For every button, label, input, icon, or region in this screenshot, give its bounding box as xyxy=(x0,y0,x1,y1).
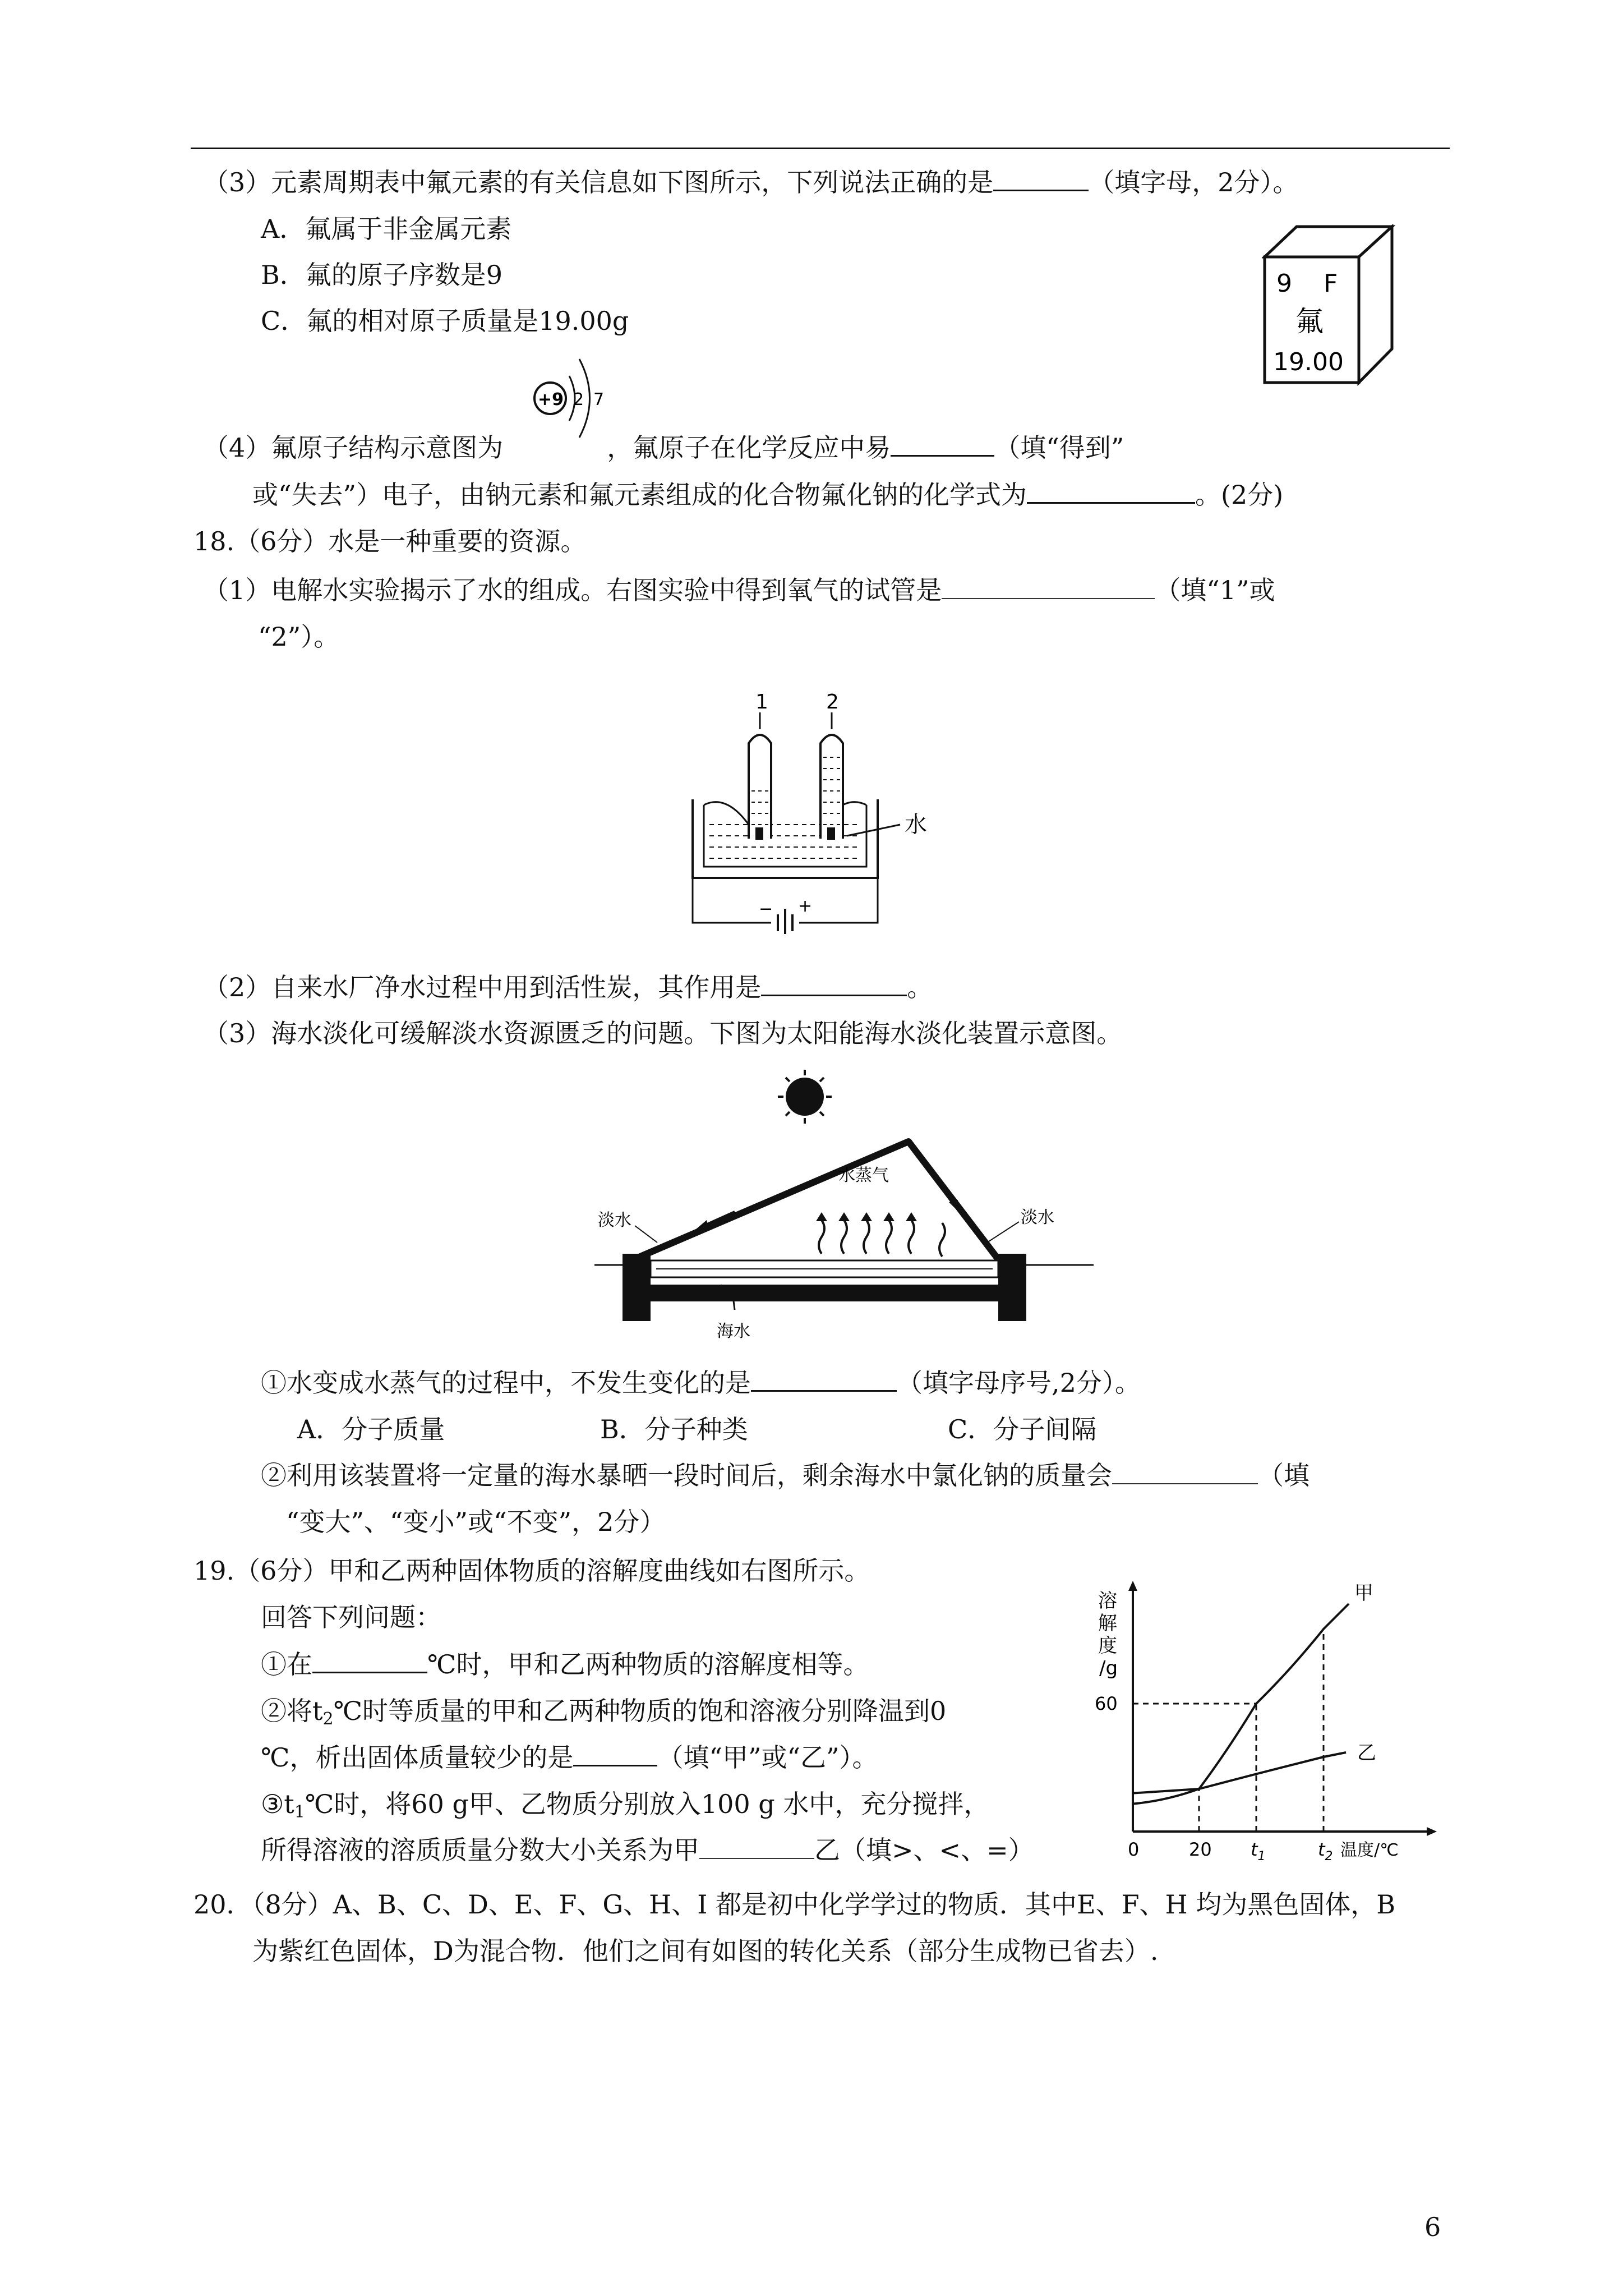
q17-option-c: C．氟的相对原子质量是19.00g xyxy=(261,306,629,336)
q19-sub2-b: ℃时等质量的甲和乙两种物质的饱和溶液分别降温到0 xyxy=(333,1696,947,1726)
q18-sub1-option-b: B．分子种类 xyxy=(600,1414,748,1444)
q18-part2-text: （2）自来水厂净水过程中用到活性炭，其作用是 xyxy=(203,972,762,1002)
q17-part4-gain-lose-blank[interactable] xyxy=(891,432,994,457)
q18-sub1-option-c: C．分子间隔 xyxy=(948,1414,1097,1444)
q17-part4-hint: （填“得到” xyxy=(994,432,1124,463)
q19-sub2 xyxy=(261,1694,946,1736)
fluorine-element-card xyxy=(1262,224,1453,393)
solubility-curve-chart xyxy=(1094,1576,1441,1868)
q19-sub2-subscript: 2 xyxy=(322,1709,334,1729)
q18-sub2-line2: “变大”、“变小”或“不变”，2分） xyxy=(286,1507,666,1537)
q18-part1 xyxy=(203,573,1275,607)
q18-part1-blank[interactable] xyxy=(942,576,1155,599)
q18-sub2-blank[interactable] xyxy=(1112,1461,1258,1484)
q18-sub1-option-a: A．分子质量 xyxy=(297,1414,445,1444)
q17-part4-line1 xyxy=(203,431,1124,464)
seawater-label: 海水 xyxy=(717,1322,750,1341)
q19-title: 19.（6分）甲和乙两种固体物质的溶解度曲线如右图所示。 xyxy=(193,1556,870,1586)
q19-sub1-blank[interactable] xyxy=(312,1649,427,1673)
q18-sub1-text: ①水变成水蒸气的过程中，不发生变化的是 xyxy=(261,1368,751,1398)
q17-part4-mid: ，氟原子在化学反应中易 xyxy=(607,432,891,463)
q19-sub2-line2 xyxy=(261,1741,878,1774)
q17-part4-line2 xyxy=(252,478,1283,512)
header-rule xyxy=(191,148,1450,149)
q19-sub2-c: ℃，析出固体质量较少的是 xyxy=(261,1742,574,1773)
q19-sub3-a: ③t xyxy=(261,1789,294,1819)
q19-sub3-b: ℃时，将60 g甲、乙物质分别放入100 g 水中，充分搅拌， xyxy=(305,1789,990,1819)
q19-sub3 xyxy=(261,1787,989,1829)
q19-sub2-d: （填“甲”或“乙”）。 xyxy=(657,1742,878,1773)
battery-plus: + xyxy=(798,896,813,916)
q18-part1-hint: （填“1”或 xyxy=(1155,575,1275,605)
water-label: 水 xyxy=(905,812,927,838)
q18-part1-text: （1）电解水实验揭示了水的组成。右图实验中得到氧气的试管是 xyxy=(203,575,942,605)
chart-series-label-jia: 甲 xyxy=(1354,1582,1373,1604)
chart-ylabel-char1: 溶 xyxy=(1098,1590,1117,1612)
chart-ylabel-char3: 度 xyxy=(1098,1635,1117,1657)
q19-sub1-a: ①在 xyxy=(261,1649,312,1680)
chart-series-label-yi: 乙 xyxy=(1357,1742,1376,1764)
q18-title: 18.（6分）水是一种重要的资源。 xyxy=(193,526,587,556)
q17-part4-line2-text: 或“失去”）电子，由钠元素和氟元素组成的化合物氟化钠的化学式为 xyxy=(252,480,1027,510)
chart-x-tick-t1: $t_1$ xyxy=(1251,1839,1266,1864)
element-symbol: F xyxy=(1324,269,1338,298)
q18-part2-end: 。 xyxy=(907,972,933,1002)
q18-sub1 xyxy=(261,1366,1141,1400)
element-number: 9 xyxy=(1276,269,1292,298)
solar-desalination-diagram xyxy=(594,1063,1094,1343)
q19-intro: 回答下列问题： xyxy=(261,1602,441,1632)
water-electrolysis-apparatus xyxy=(687,687,951,934)
chart-series-yi-line xyxy=(1133,1752,1346,1793)
atom-shell2-electrons: 7 xyxy=(593,390,605,409)
q18-part1-line2: “2”）。 xyxy=(258,622,340,652)
q17-part4-line2-end: 。(2分) xyxy=(1195,480,1284,510)
q18-part2-blank[interactable] xyxy=(761,972,907,996)
q17-part3 xyxy=(203,165,1299,199)
chart-x-tick-0: 0 xyxy=(1128,1839,1140,1860)
fresh-water-right-label: 淡水 xyxy=(1021,1208,1054,1227)
tube2-label: 2 xyxy=(826,691,839,714)
q18-sub2-text: ②利用该装置将一定量的海水暴晒一段时间后，剩余海水中氯化钠的质量会 xyxy=(261,1460,1112,1490)
q18-sub2-hint: （填 xyxy=(1258,1460,1310,1490)
q19-sub1 xyxy=(261,1648,869,1681)
page-number: 6 xyxy=(1424,2212,1441,2242)
vapor-label: 水蒸气 xyxy=(838,1166,889,1185)
element-name: 氟 xyxy=(1295,305,1324,338)
chart-y-tick-60: 60 xyxy=(1095,1693,1118,1714)
q18-sub2 xyxy=(261,1458,1310,1492)
q17-part4-text: （4）氟原子结构示意图为 xyxy=(203,432,504,463)
q20-line2: 为紫红色固体，D为混合物．他们之间有如图的转化关系（部分生成物已省去）. xyxy=(252,1936,1159,1966)
element-mass: 19.00 xyxy=(1273,348,1344,376)
q19-sub2-a: ②将t xyxy=(261,1696,323,1726)
q17-option-a: A．氟属于非金属元素 xyxy=(261,214,512,244)
q17-option-b: B．氟的原子序数是9 xyxy=(261,260,503,290)
q18-sub1-hint: （填字母序号,2分）。 xyxy=(897,1368,1141,1398)
q18-sub1-blank[interactable] xyxy=(751,1368,897,1392)
chart-xlabel: 温度/℃ xyxy=(1340,1841,1399,1860)
q19-sub3-c: 所得溶液的溶质质量分数大小关系为甲 xyxy=(261,1835,699,1865)
q19-sub2-blank[interactable] xyxy=(573,1742,657,1766)
q19-sub3-d: 乙（填>、<、=） xyxy=(814,1835,1034,1865)
chart-x-tick-t2: $t_2$ xyxy=(1318,1839,1333,1864)
battery-minus: − xyxy=(759,899,773,919)
q19-sub3-subscript: 1 xyxy=(294,1802,305,1822)
q18-part3: （3）海水淡化可缓解淡水资源匮乏的问题。下图为太阳能海水淡化装置示意图。 xyxy=(203,1018,1123,1048)
atom-nucleus-charge: +9 xyxy=(538,390,564,409)
chart-ylabel-char2: 解 xyxy=(1098,1612,1117,1635)
q17-part3-answer-blank[interactable] xyxy=(993,167,1089,191)
fresh-water-left-label: 淡水 xyxy=(598,1211,631,1230)
tube1-label: 1 xyxy=(755,691,768,714)
q17-part3-hint: （填字母，2分）。 xyxy=(1089,167,1299,197)
q19-sub1-b: ℃时，甲和乙两种物质的溶解度相等。 xyxy=(427,1649,869,1680)
q19-sub3-line2 xyxy=(261,1833,1034,1867)
q19-sub3-blank[interactable] xyxy=(699,1835,814,1859)
chart-ylabel-unit: /g xyxy=(1099,1657,1118,1680)
atom-shell1-electrons: 2 xyxy=(573,390,584,409)
q17-part3-text: （3）元素周期表中氟元素的有关信息如下图所示，下列说法正确的是 xyxy=(203,167,994,197)
sun-icon xyxy=(786,1078,824,1116)
q17-part4-formula-blank[interactable] xyxy=(1027,480,1195,504)
q18-part2 xyxy=(203,970,933,1004)
chart-x-tick-20: 20 xyxy=(1189,1839,1212,1860)
q20-line1: 20．（8分）A、B、C、D、E、F、G、H、I 都是初中化学学过的物质．其中E、F、H 均为黑色固体，B xyxy=(193,1889,1396,1920)
